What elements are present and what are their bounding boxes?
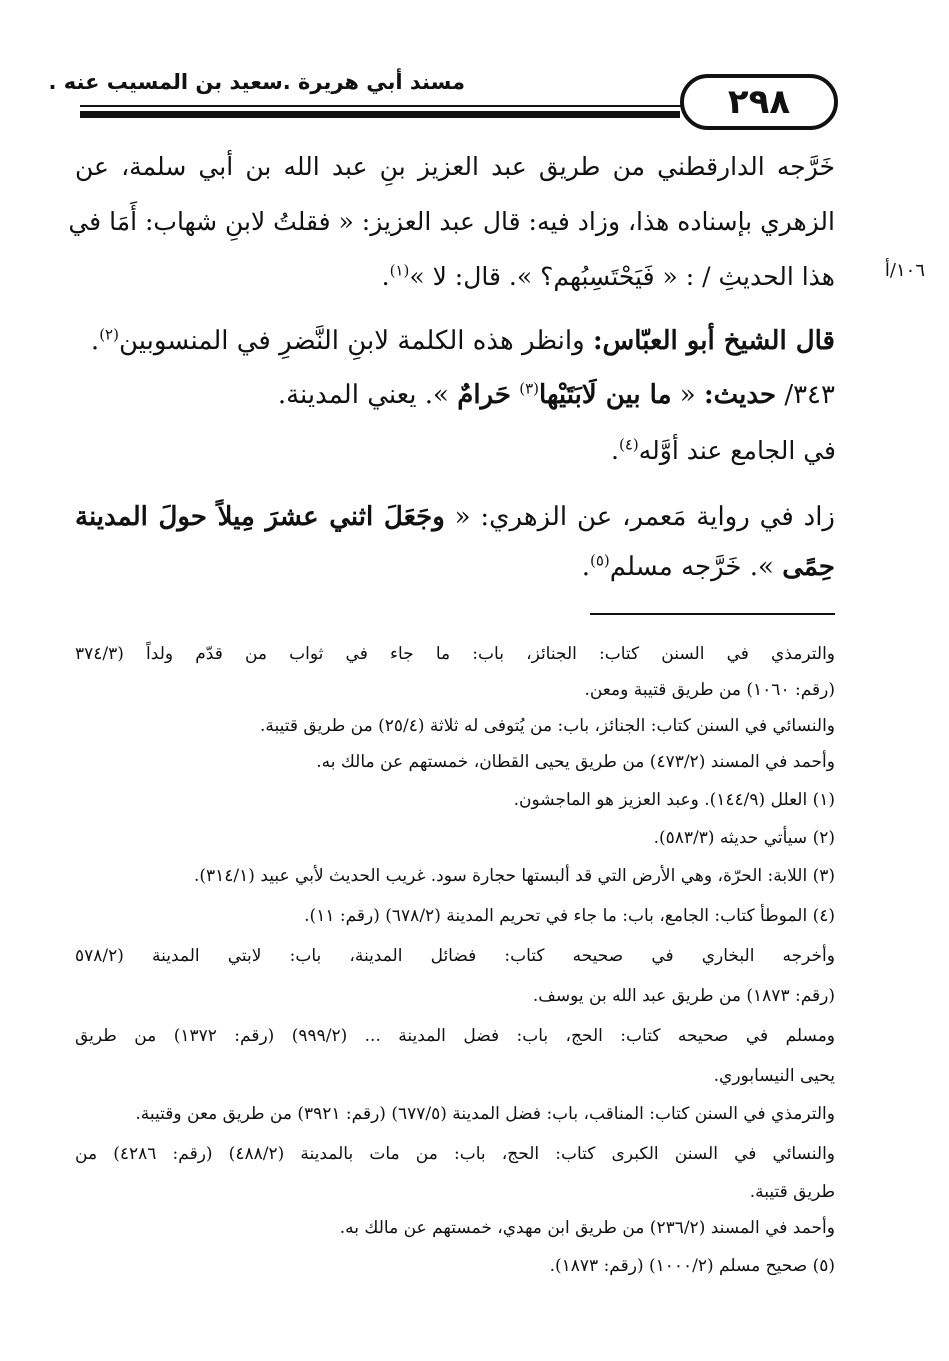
ziyada-source: ». خَرَّجه مسلم: [609, 552, 774, 582]
footnote-line: وأحمد في المسند (٤٧٣/٢) من طريق يحيى القطان، خمستهم عن مالك به.: [316, 752, 835, 772]
footnote-line: ومسلم في صحيحه كتاب: الحج، باب: فضل المدينة ... (٩٩٩/٢) (رقم: ١٣٧٢) من طريق: [75, 1026, 836, 1046]
page-number: ٢٩٨: [680, 74, 838, 130]
footnote-line: طريق قتيبة.: [749, 1182, 835, 1202]
ziyada-quote: وجَعَلَ اثني عشرَ مِيلاً حولَ المدينة: [75, 502, 445, 532]
hadith-close: ». يعني المدينة.: [277, 380, 449, 410]
hadith-number: ٣٤٣/: [784, 380, 835, 410]
footnote-line: يحيى النيسابوري.: [713, 1066, 835, 1086]
footnote-line: والنسائي في السنن الكبرى كتاب: الحج، باب: من مات بالمدينة (٤٨٨/٢) (رقم: ٤٢٨٦) من: [75, 1144, 836, 1164]
hadith-text-b: حَرامٌ: [457, 380, 511, 410]
header-rule: [80, 105, 690, 107]
footnote-line: وأخرجه البخاري في صحيحه كتاب: فضائل المدينة، باب: لابتي المدينة (٥٧٨/٢: [75, 946, 835, 966]
footnote-line: وأحمد في المسند (٢٣٦/٢) من طريق ابن مهدي، خمستهم عن مالك به.: [339, 1218, 835, 1238]
hadith-text-a: ما بين لَابَتَيْها: [539, 380, 672, 410]
body-line-3-end: .: [381, 262, 390, 291]
margin-folio-note: ١٠٦/أ: [884, 260, 925, 281]
footnote-4: (٤) الموطأ كتاب: الجامع، باب: ما جاء في تحريم المدينة (٦٧٨/٢) (رقم: ١١).: [304, 906, 835, 926]
footnote-1: (١) العلل (١٤٤/٩). وعبد العزيز هو الماجشون.: [513, 790, 835, 810]
jami-line: [611, 434, 836, 468]
ziyada-line-1: [75, 500, 835, 534]
sheikh-end: .: [90, 326, 100, 356]
ziyada-end: .: [581, 552, 590, 582]
running-title: مسند أبي هريرة .سعيد بن المسيب عنه .: [48, 70, 465, 94]
jami-text: في الجامع عند أوَّله: [638, 436, 836, 465]
ziyada-intro: زاد في رواية مَعمر، عن الزهري: «: [454, 502, 835, 532]
footnote-ref-2: (٢): [99, 325, 119, 344]
footnote-ref-1: (١): [389, 261, 410, 280]
footnote-ref-3: (٣): [519, 379, 540, 398]
header-rule-thick: [80, 111, 680, 118]
sheikh-text: وانظر هذه الكلمة لابنِ النَّضرِ في المنسوبين: [118, 326, 585, 356]
jami-end: .: [611, 436, 619, 465]
sheikh-label: قال الشيخ أبو العبّاس:: [592, 326, 835, 356]
footnote-separator: [590, 613, 835, 615]
footnote-line: والنسائي في السنن كتاب: الجنائز، باب: من يُتوفى له ثلاثة (٢٥/٤) من طريق قتيبة.: [259, 716, 835, 736]
sheikh-paragraph: [75, 324, 835, 358]
body-line-1: خَرَّجه الدارقطني من طريق عبد العزيز بنِ عبد الله بن أبي سلمة، عن: [75, 152, 835, 181]
footnote-5: (٥) صحيح مسلم (١٠٠٠/٢) (رقم: ١٨٧٣).: [549, 1256, 835, 1276]
footnote-line: (رقم: ١٨٧٣) من طريق عبد الله بن يوسف.: [532, 986, 835, 1006]
body-line-3-text: هذا الحديثِ / : « فَيَحْتَسِبُهم؟ ». قال: لا »: [409, 262, 835, 291]
footnote-line: (رقم: ١٠٦٠) من طريق قتيبة ومعن.: [584, 680, 835, 700]
hadith-heading: [75, 378, 835, 412]
body-line-2: الزهري بإسناده هذا، وزاد فيه: قال عبد العزيز: « فقلتُ لابنِ شهاب: أَمَا في: [68, 207, 835, 236]
footnote-3: (٣) اللابة: الحرّة، وهي الأرض التي قد ألبستها حجارة سود. غريب الحديث لأبي عبيد (٣١٤/١).: [193, 866, 835, 886]
ziyada-quote-end: حِمًى: [782, 552, 835, 582]
body-line-3: [75, 260, 835, 294]
footnote-line: والترمذي في السنن كتاب: المناقب، باب: فضل المدينة (٦٧٧/٥) (رقم: ٣٩٢١) من طريق معن وقتيبة.: [135, 1104, 835, 1124]
hadith-open-quote: «: [679, 380, 696, 410]
footnote-2: (٢) سيأتي حديثه (٥٨٣/٣).: [653, 828, 835, 848]
footnote-ref-4: (٤): [618, 435, 639, 454]
hadith-label: حديث:: [703, 380, 777, 410]
footnote-ref-5: (٥): [590, 551, 610, 570]
footnote-line: والترمذي في السنن كتاب: الجنائز، باب: ما جاء في ثواب من قدّم ولداً (٣٧٤/٣: [75, 644, 835, 664]
ziyada-line-2: [75, 550, 835, 584]
